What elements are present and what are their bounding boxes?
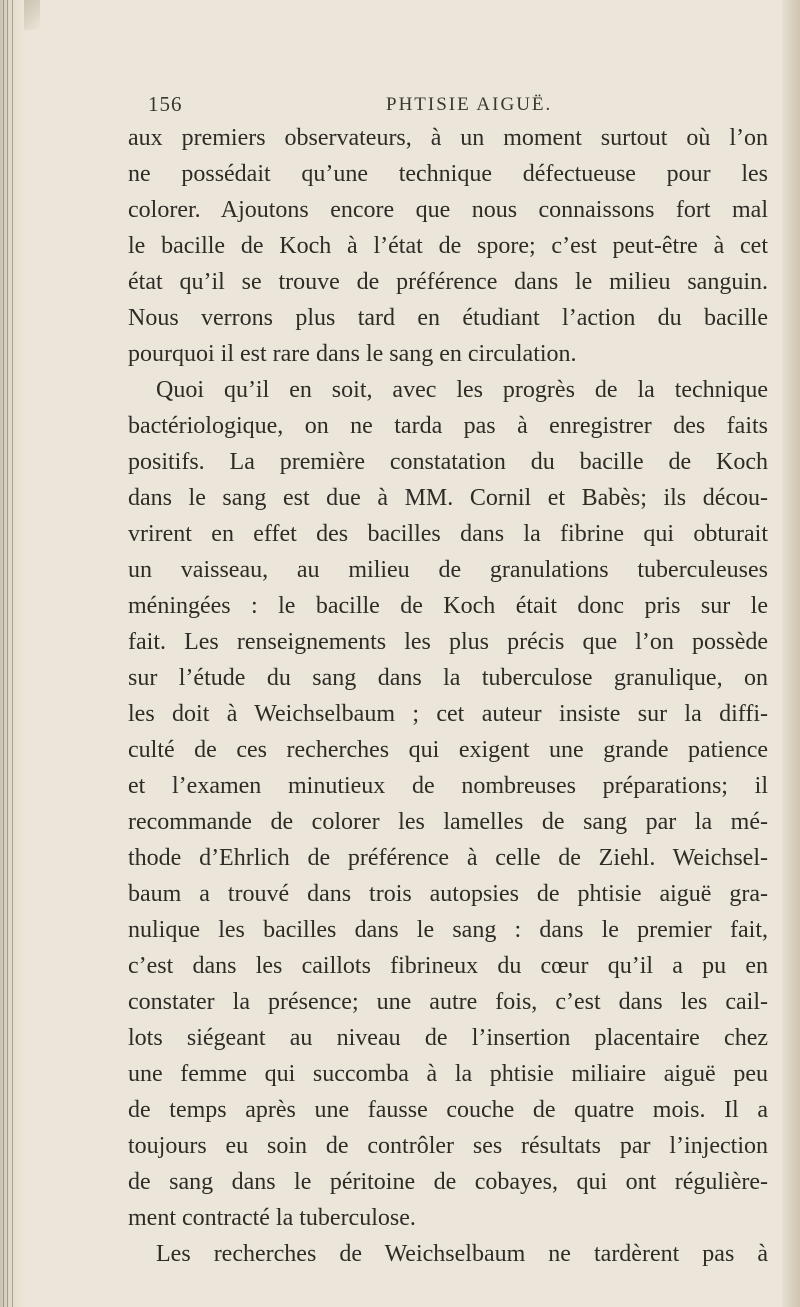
text-line: de temps après une fausse couche de quatre mois. Il a [128,1097,768,1123]
text-line: recommande de colorer les lamelles de sang par la mé- [128,809,768,835]
body-text [128,120,768,1272]
running-head [148,92,768,122]
page-edge [782,0,800,1307]
gutter-line [12,0,13,1307]
text-line: vrirent en effet des bacilles dans la fibrine qui obturait [128,521,768,547]
text-line: aux premiers observateurs, à un moment surtout où l’on [128,125,768,151]
text-line: thode d’Ehrlich de préférence à celle de Ziehl. Weichsel- [128,845,768,871]
text-line: Les recherches de Weichselbaum ne tardèrent pas à [156,1241,768,1267]
text-line: positifs. La première constatation du bacille de Koch [128,449,768,475]
text-line: lots siégeant au niveau de l’insertion placentaire chez [128,1025,768,1051]
text-line: état qu’il se trouve de préférence dans le milieu sanguin. [128,269,768,295]
binding-gutter [0,0,24,1307]
text-line: Quoi qu’il en soit, avec les progrès de la technique [156,377,768,403]
text-line: ne possédait qu’une technique défectueuse pour les [128,161,768,187]
gutter-line [7,0,8,1307]
text-line: une femme qui succomba à la phtisie miliaire aiguë peu [128,1061,768,1087]
text-line: les doit à Weichselbaum ; cet auteur insiste sur la diffi- [128,701,768,727]
page-number: 156 [148,92,183,116]
text-line: baum a trouvé dans trois autopsies de phtisie aiguë gra- [128,881,768,907]
text-line: et l’examen minutieux de nombreuses préparations; il [128,773,768,799]
text-line: culté de ces recherches qui exigent une grande patience [128,737,768,763]
text-line: toujours eu soin de contrôler ses résultats par l’injection [128,1133,768,1159]
text-line: sur l’étude du sang dans la tuberculose granulique, on [128,665,768,691]
text-line: colorer. Ajoutons encore que nous connaissons fort mal [128,197,768,223]
text-line: pourquoi il est rare dans le sang en circulation. [128,341,577,367]
text-line: dans le sang est due à MM. Cornil et Babès; ils décou- [128,485,768,511]
text-line: bactériologique, on ne tarda pas à enregistrer des faits [128,413,768,439]
text-line: fait. Les renseignements les plus précis que l’on possède [128,629,768,655]
text-line: c’est dans les caillots fibrineux du cœur qu’il a pu en [128,953,768,979]
text-line: Nous verrons plus tard en étudiant l’action du bacille [128,305,768,331]
gutter-line [3,0,4,1307]
text-line: le bacille de Koch à l’état de spore; c’est peut-être à cet [128,233,768,259]
text-line: un vaisseau, au milieu de granulations tuberculeuses [128,557,768,583]
text-line: de sang dans le péritoine de cobayes, qui ont régulière- [128,1169,768,1195]
text-line: méningées : le bacille de Koch était donc pris sur le [128,593,768,619]
text-line: nulique les bacilles dans le sang : dans le premier fait, [128,917,768,943]
text-line: ment contracté la tuberculose. [128,1205,416,1231]
text-line: constater la présence; une autre fois, c’est dans les cail- [128,989,768,1015]
running-title: PHTISIE AIGUË. [386,94,553,115]
